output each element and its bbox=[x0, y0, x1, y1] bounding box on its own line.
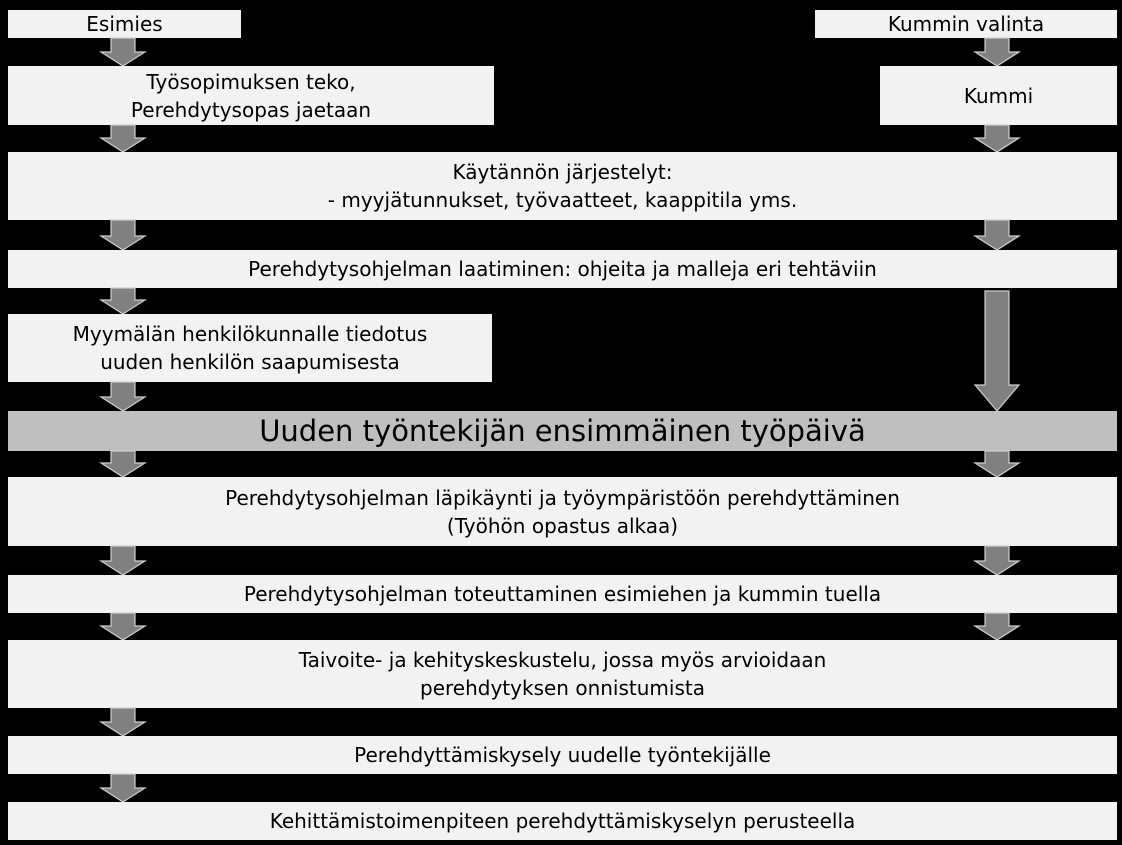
step-tiedotus-line-1: Myymälän henkilökunnalle tiedotus bbox=[72, 322, 428, 346]
step-kaytannon-line-1: Käytännön järjestelyt: bbox=[452, 160, 673, 184]
flow-arrow-10 bbox=[101, 451, 145, 477]
step-ensimmainen-line-1: Uuden työntekijän ensimmäinen työpäivä bbox=[259, 414, 866, 448]
step-keskustelu-line-1: Taivoite- ja kehityskeskustelu, jossa myös arvioidaan bbox=[298, 648, 827, 672]
step-kummin-valinta-line-1: Kummin valinta bbox=[887, 12, 1045, 36]
flow-arrow-4 bbox=[975, 125, 1019, 152]
flow-arrow-1 bbox=[101, 38, 145, 66]
flow-arrow-13 bbox=[975, 546, 1019, 575]
step-laatiminen-line-1: Perehdytysohjelman laatiminen: ohjeita ja malleja eri tehtäviin bbox=[248, 257, 877, 281]
flow-arrow-12 bbox=[101, 546, 145, 575]
step-kaytannon-line-2: - myyjätunnukset, työvaatteet, kaappitila yms. bbox=[327, 188, 798, 212]
step-kysely-line-1: Perehdyttämiskysely uudelle työntekijälle bbox=[354, 743, 771, 767]
flow-arrow-15 bbox=[975, 613, 1019, 640]
flow-arrow-17 bbox=[101, 774, 145, 802]
step-tiedotus-line-2: uuden henkilön saapumisesta bbox=[100, 350, 400, 374]
flow-arrow-16 bbox=[101, 708, 145, 736]
flow-arrow-11 bbox=[975, 451, 1019, 477]
flow-arrow-7 bbox=[101, 288, 145, 314]
step-esimies-line-1: Esimies bbox=[86, 12, 163, 36]
step-lapikaynti-line-1: Perehdytysohjelman läpikäynti ja työympäristöön perehdyttäminen bbox=[225, 485, 900, 510]
step-lapikaynti-line-2: (Työhön opastus alkaa) bbox=[446, 513, 679, 538]
step-kehittamis-line-1: Kehittämistoimenpiteen perehdyttämiskyselyn perusteella bbox=[269, 809, 856, 833]
flow-arrow-9 bbox=[101, 382, 145, 411]
step-toteuttaminen-line-1: Perehdytysohjelman toteuttaminen esimiehen ja kummin tuella bbox=[243, 582, 882, 606]
flow-arrow-14 bbox=[101, 613, 145, 640]
flow-arrow-8 bbox=[975, 291, 1019, 411]
flow-arrow-3 bbox=[101, 125, 145, 152]
step-kummi-line-1: Kummi bbox=[963, 83, 1034, 108]
step-tyosopimus-line-1: Työsopimuksen teko, bbox=[146, 69, 356, 94]
flow-arrow-5 bbox=[101, 220, 145, 250]
flow-arrow-2 bbox=[975, 38, 1019, 66]
flow-arrow-6 bbox=[975, 220, 1019, 250]
step-keskustelu-line-2: perehdytyksen onnistumista bbox=[420, 676, 705, 700]
step-tyosopimus-line-2: Perehdytysopas jaetaan bbox=[130, 97, 372, 122]
